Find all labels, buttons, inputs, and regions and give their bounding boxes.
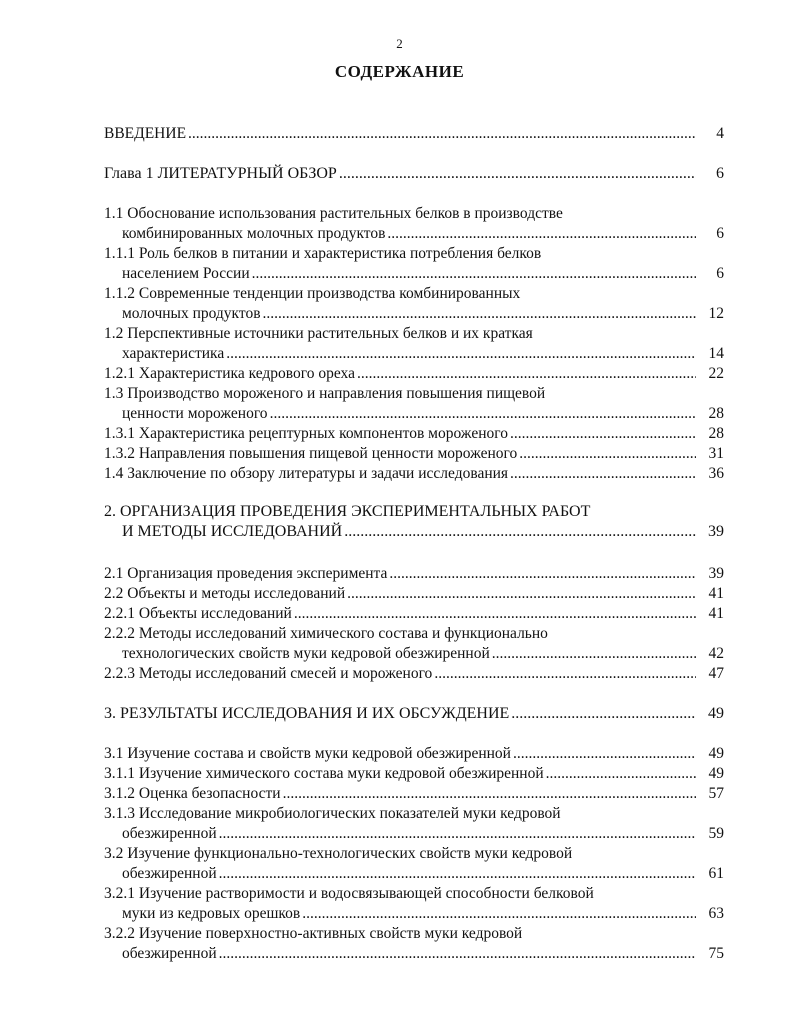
dot-leader [508, 464, 696, 484]
toc-entry [104, 564, 724, 584]
toc-line [104, 604, 724, 624]
toc-line [104, 384, 724, 404]
toc-page-number: 6 [716, 165, 724, 182]
toc-entry-text: 2.2 Объекты и методы исследований [104, 585, 346, 602]
toc-entry-text: молочных продуктов [122, 305, 261, 322]
toc-line [104, 204, 724, 224]
toc-entry-text: 3.1.3 Исследование микробиологических показателей муки кедровой [104, 805, 561, 822]
dot-leader [511, 744, 696, 764]
dot-leader [509, 704, 696, 724]
toc-page-number: 47 [708, 665, 724, 682]
dot-leader [250, 264, 696, 284]
toc-line [104, 584, 724, 604]
toc-entry [104, 844, 724, 884]
toc-entry-text: 3.1 Изучение состава и свойств муки кедровой обезжиренной [104, 745, 511, 762]
toc-entry-text: 1.3 Производство мороженого и направления повышения пищевой [104, 385, 546, 402]
toc-page-number: 59 [708, 825, 724, 842]
toc-page-number: 28 [708, 425, 724, 442]
toc-entry [104, 244, 724, 284]
toc-entry-text: обезжиренной [122, 945, 217, 962]
toc-line [104, 344, 724, 364]
toc-entry-text: комбинированных молочных продуктов [122, 225, 386, 242]
toc-page-number: 42 [708, 645, 724, 662]
toc-line [104, 564, 724, 584]
toc-entry-text: 2.2.1 Объекты исследований [104, 605, 292, 622]
toc-line [104, 704, 724, 724]
dot-leader [261, 304, 696, 324]
toc-entry-text: 2.1 Организация проведения эксперимента [104, 565, 388, 582]
toc-entry [104, 324, 724, 364]
toc-page-number: 6 [716, 265, 724, 282]
toc-line [104, 904, 724, 924]
toc-entry [104, 704, 724, 724]
toc-entry [104, 604, 724, 624]
toc-entry-text: Глава 1 ЛИТЕРАТУРНЫЙ ОБЗОР [104, 165, 337, 182]
toc-entry-text: 3. РЕЗУЛЬТАТЫ ИССЛЕДОВАНИЯ И ИХ ОБСУЖДЕНИЕ [104, 705, 510, 722]
toc-line [104, 644, 724, 664]
toc-entry [104, 584, 724, 604]
dot-leader [217, 824, 696, 844]
dot-leader [268, 404, 696, 424]
toc-entry-text: 3.2 Изучение функционально-технологических свойств муки кедровой [104, 845, 573, 862]
toc-line [104, 824, 724, 844]
toc-page-number: 36 [708, 465, 724, 482]
toc-entry-text: ценности мороженого [122, 405, 268, 422]
toc-line [104, 784, 724, 804]
toc-page-number: 28 [708, 405, 724, 422]
toc-page-number: 6 [716, 225, 724, 242]
toc-entry-text: 3.2.2 Изучение поверхностно-активных свойств муки кедровой [104, 925, 523, 942]
toc-entry-text: обезжиренной [122, 825, 217, 842]
toc-line [104, 224, 724, 244]
toc-entry-text: 1.2 Перспективные источники растительных белков и их краткая [104, 325, 533, 342]
toc-page-number: 41 [708, 585, 724, 602]
toc-page-number: 49 [708, 765, 724, 782]
toc-entry [104, 284, 724, 324]
toc-entry [104, 784, 724, 804]
toc-entry [104, 384, 724, 424]
toc-entry-text: 3.1.2 Оценка безопасности [104, 785, 281, 802]
toc-entry-text: 1.3.1 Характеристика рецептурных компонентов мороженого [104, 425, 508, 442]
dot-leader [217, 944, 696, 964]
toc-page-number: 41 [708, 605, 724, 622]
toc-line [104, 404, 724, 424]
toc-line [104, 624, 724, 644]
toc-entry [104, 744, 724, 764]
dot-leader [186, 124, 696, 144]
dot-leader [345, 584, 696, 604]
dot-leader [337, 164, 696, 184]
toc-entry-text: 1.1.1 Роль белков в питании и характеристика потребления белков [104, 245, 542, 262]
toc-line [104, 264, 724, 284]
page-title: СОДЕРЖАНИЕ [334, 62, 465, 81]
toc-entry-text: технологических свойств муки кедровой обезжиренной [122, 645, 490, 662]
toc-entry-text: 1.4 Заключение по обзору литературы и задачи исследования [104, 465, 509, 482]
toc-page-number: 57 [708, 785, 724, 802]
toc-entry [104, 924, 724, 964]
toc-line [104, 522, 724, 542]
toc-line [104, 244, 724, 264]
toc-entry [104, 424, 724, 444]
toc-entry-text: 1.1.2 Современные тенденции производства комбинированных [104, 285, 521, 302]
dot-leader [385, 224, 696, 244]
toc-line [104, 284, 724, 304]
dot-leader [292, 604, 696, 624]
dot-leader [432, 664, 696, 684]
toc-entry-text: 2. ОРГАНИЗАЦИЯ ПРОВЕДЕНИЯ ЭКСПЕРИМЕНТАЛЬНЫХ РАБОТ [104, 503, 591, 520]
dot-leader [300, 904, 696, 924]
toc-line [104, 744, 724, 764]
toc-entry-text: 3.1.1 Изучение химического состава муки кедровой обезжиренной [104, 765, 544, 782]
toc-entry [104, 464, 724, 484]
toc-entry [104, 804, 724, 844]
toc-entry [104, 204, 724, 244]
dot-leader [490, 644, 696, 664]
dot-leader [508, 424, 696, 444]
toc-entry-text: 3.2.1 Изучение растворимости и водосвязывающей способности белковой [104, 885, 594, 902]
toc-page-number: 49 [708, 705, 724, 722]
toc-page-number: 63 [708, 905, 724, 922]
toc-line [104, 124, 724, 144]
toc-line [104, 444, 724, 464]
toc-line [104, 324, 724, 344]
toc-entry [104, 364, 724, 384]
toc-line [104, 804, 724, 824]
toc-entry [104, 624, 724, 664]
toc-line [104, 844, 724, 864]
toc-page-number: 49 [708, 745, 724, 762]
toc-line [104, 664, 724, 684]
toc-page-number: 75 [708, 945, 724, 962]
toc-page-number: 12 [708, 305, 724, 322]
toc-line [104, 924, 724, 944]
toc-entry [104, 164, 724, 184]
dot-leader [517, 444, 696, 464]
toc-page-number: 39 [708, 523, 724, 540]
dot-leader [342, 522, 696, 542]
toc-line [104, 424, 724, 444]
toc-entry-text: 2.2.2 Методы исследований химического состава и функционально [104, 625, 548, 642]
page-number: 2 [396, 36, 403, 51]
toc-entry [104, 884, 724, 924]
toc-page-number: 22 [708, 365, 724, 382]
toc-page-number: 4 [716, 125, 724, 142]
dot-leader [217, 864, 696, 884]
toc-line [104, 764, 724, 784]
toc-line [104, 944, 724, 964]
toc-line [104, 304, 724, 324]
toc-entry-text: 1.1 Обоснование использования растительных белков в производстве [104, 205, 563, 222]
toc-line [104, 864, 724, 884]
toc-line [104, 364, 724, 384]
dot-leader [281, 784, 696, 804]
toc-entry-text: муки из кедровых орешков [122, 905, 301, 922]
toc-line [104, 502, 724, 522]
toc-entry [104, 124, 724, 144]
toc-entry-text: характеристика [122, 345, 225, 362]
toc-entry [104, 664, 724, 684]
toc-entry-text: 1.2.1 Характеристика кедрового ореха [104, 365, 355, 382]
toc-entry [104, 502, 724, 542]
toc-entry-text: обезжиренной [122, 865, 217, 882]
toc-page-number: 14 [708, 345, 724, 362]
dot-leader [224, 344, 696, 364]
toc-line [104, 464, 724, 484]
toc-entry-text: И МЕТОДЫ ИССЛЕДОВАНИЙ [122, 523, 343, 540]
toc-page-number: 39 [708, 565, 724, 582]
dot-leader [544, 764, 696, 784]
toc-line [104, 884, 724, 904]
toc-page-number: 61 [708, 865, 724, 882]
toc-entry [104, 444, 724, 464]
dot-leader [387, 564, 696, 584]
toc-entry-text: 1.3.2 Направления повышения пищевой ценности мороженого [104, 445, 518, 462]
toc-entry [104, 764, 724, 784]
toc-line [104, 164, 724, 184]
toc-entry-text: 2.2.3 Методы исследований смесей и мороженого [104, 665, 433, 682]
toc-entry-text: населением России [122, 265, 250, 282]
toc-page-number: 31 [708, 445, 724, 462]
toc-entry-text: ВВЕДЕНИЕ [104, 125, 187, 142]
dot-leader [355, 364, 696, 384]
